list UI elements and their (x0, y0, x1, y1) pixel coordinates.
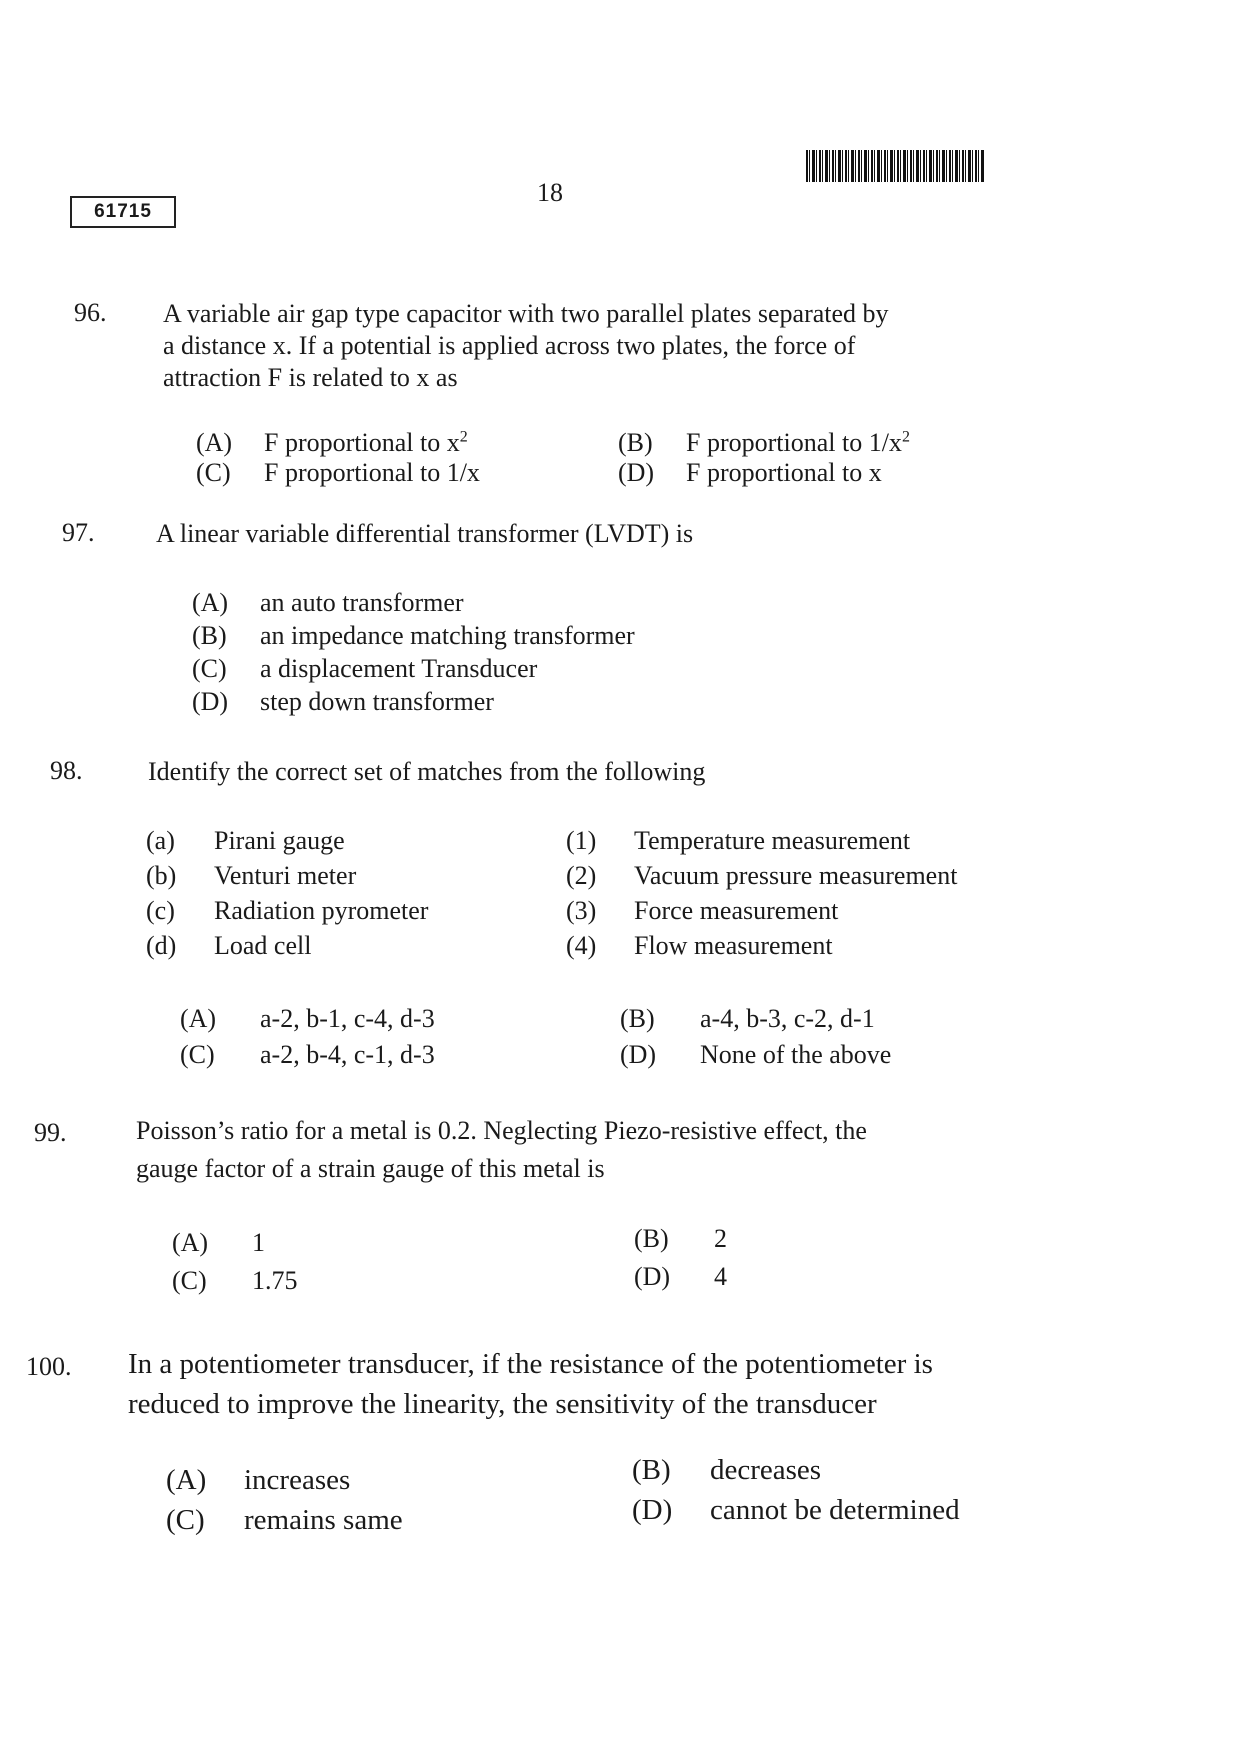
option-label: (A) (192, 588, 229, 617)
question-text-line: In a potentiometer transducer, if the resistance of the potentiometer is (128, 1348, 933, 1380)
match-right-item (566, 861, 957, 891)
option-b[interactable] (192, 621, 635, 651)
match-label: (b) (146, 861, 177, 890)
match-label: (4) (566, 931, 597, 960)
question-text-line: A variable air gap type capacitor with two parallel plates separated by (163, 299, 889, 328)
match-label: (1) (566, 826, 597, 855)
superscript: 2 (459, 428, 468, 446)
option-label: (D) (634, 1262, 671, 1291)
option-b[interactable] (618, 428, 910, 458)
option-label: (B) (618, 428, 653, 457)
match-left-item (146, 861, 356, 891)
match-right-item (566, 896, 838, 926)
option-text: cannot be determined (710, 1494, 960, 1526)
option-d[interactable] (620, 1040, 891, 1070)
match-left-item (146, 896, 428, 926)
match-left-item (146, 826, 345, 856)
option-label: (B) (632, 1454, 671, 1486)
option-text: F proportional to x (686, 458, 882, 487)
option-c[interactable] (166, 1504, 403, 1537)
option-text: a-4, b-3, c-2, d-1 (700, 1004, 875, 1033)
question-text-line: Poisson’s ratio for a metal is 0.2. Neglecting Piezo-resistive effect, the (136, 1116, 867, 1145)
option-d[interactable] (632, 1494, 960, 1527)
match-label: (2) (566, 861, 597, 890)
option-a[interactable] (192, 588, 464, 618)
option-text: increases (244, 1464, 351, 1496)
option-text: F proportional to 1/x (264, 458, 480, 487)
option-b[interactable] (632, 1454, 821, 1487)
match-text: Flow measurement (634, 931, 833, 960)
question-text-line: A linear variable differential transformer (LVDT) is (156, 519, 694, 548)
option-text: None of the above (700, 1040, 892, 1069)
question-text-line: Identify the correct set of matches from the following (148, 757, 706, 786)
match-text: Force measurement (634, 896, 839, 925)
match-text: Pirani gauge (214, 826, 345, 855)
superscript: 2 (901, 428, 910, 446)
option-label: (D) (632, 1494, 673, 1526)
match-text: Venturi meter (214, 861, 357, 890)
match-text: Load cell (214, 931, 312, 960)
option-label: (C) (192, 654, 227, 683)
match-label: (a) (146, 826, 175, 855)
match-text: Vacuum pressure measurement (634, 861, 958, 890)
option-text: an auto transformer (260, 588, 464, 617)
option-b[interactable] (620, 1004, 875, 1034)
option-label: (D) (620, 1040, 657, 1069)
match-label: (3) (566, 896, 597, 925)
question-number: 100. (26, 1352, 72, 1381)
option-text: 2 (714, 1224, 727, 1253)
match-label: (c) (146, 896, 175, 925)
option-text: F proportional to x (264, 428, 460, 457)
option-label: (C) (166, 1504, 205, 1536)
option-label: (B) (192, 621, 227, 650)
option-text: 1 (252, 1228, 265, 1257)
question-number: 99. (34, 1118, 67, 1147)
option-label: (C) (172, 1266, 207, 1295)
question-text-line: gauge factor of a strain gauge of this metal is (136, 1154, 605, 1183)
option-text: decreases (710, 1454, 822, 1486)
match-right-item (566, 826, 910, 856)
option-label: (A) (180, 1004, 217, 1033)
option-a[interactable] (196, 428, 468, 458)
option-a[interactable] (172, 1228, 265, 1258)
option-d[interactable] (618, 458, 882, 488)
match-text: Temperature measurement (634, 826, 911, 855)
question-number: 98. (50, 756, 83, 785)
option-label: (C) (196, 458, 231, 487)
option-text: 4 (714, 1262, 727, 1291)
barcode (806, 150, 984, 182)
question-text-line: a distance x. If a potential is applied across two plates, the force of (163, 331, 856, 360)
match-left-item (146, 931, 311, 961)
option-label: (D) (618, 458, 655, 487)
question-text-line: reduced to improve the linearity, the sensitivity of the transducer (128, 1388, 877, 1420)
question-number: 96. (74, 298, 107, 327)
option-c[interactable] (180, 1040, 435, 1070)
option-label: (D) (192, 687, 229, 716)
option-text: an impedance matching transformer (260, 621, 635, 650)
option-label: (B) (634, 1224, 669, 1253)
option-text: a-2, b-1, c-4, d-3 (260, 1004, 435, 1033)
option-a[interactable] (180, 1004, 435, 1034)
match-right-item (566, 931, 833, 961)
option-text: 1.75 (252, 1266, 298, 1295)
question-text-line: attraction F is related to x as (163, 363, 458, 392)
option-text: F proportional to 1/x (686, 428, 902, 457)
option-text: remains same (244, 1504, 403, 1536)
paper-code-box: 61715 (70, 196, 176, 228)
option-c[interactable] (192, 654, 537, 684)
option-d[interactable] (192, 687, 494, 717)
option-text: a displacement Transducer (260, 654, 538, 683)
option-c[interactable] (196, 458, 480, 488)
option-b[interactable] (634, 1224, 727, 1254)
option-d[interactable] (634, 1262, 727, 1292)
option-text: step down transformer (260, 687, 494, 716)
question-number: 97. (62, 518, 95, 547)
page-number: 18 (537, 178, 563, 207)
option-label: (A) (172, 1228, 209, 1257)
option-label: (C) (180, 1040, 215, 1069)
option-label: (A) (166, 1464, 207, 1496)
match-text: Radiation pyrometer (214, 896, 429, 925)
option-c[interactable] (172, 1266, 298, 1296)
option-label: (A) (196, 428, 233, 457)
option-label: (B) (620, 1004, 655, 1033)
option-text: a-2, b-4, c-1, d-3 (260, 1040, 435, 1069)
match-label: (d) (146, 931, 177, 960)
option-a[interactable] (166, 1464, 350, 1497)
